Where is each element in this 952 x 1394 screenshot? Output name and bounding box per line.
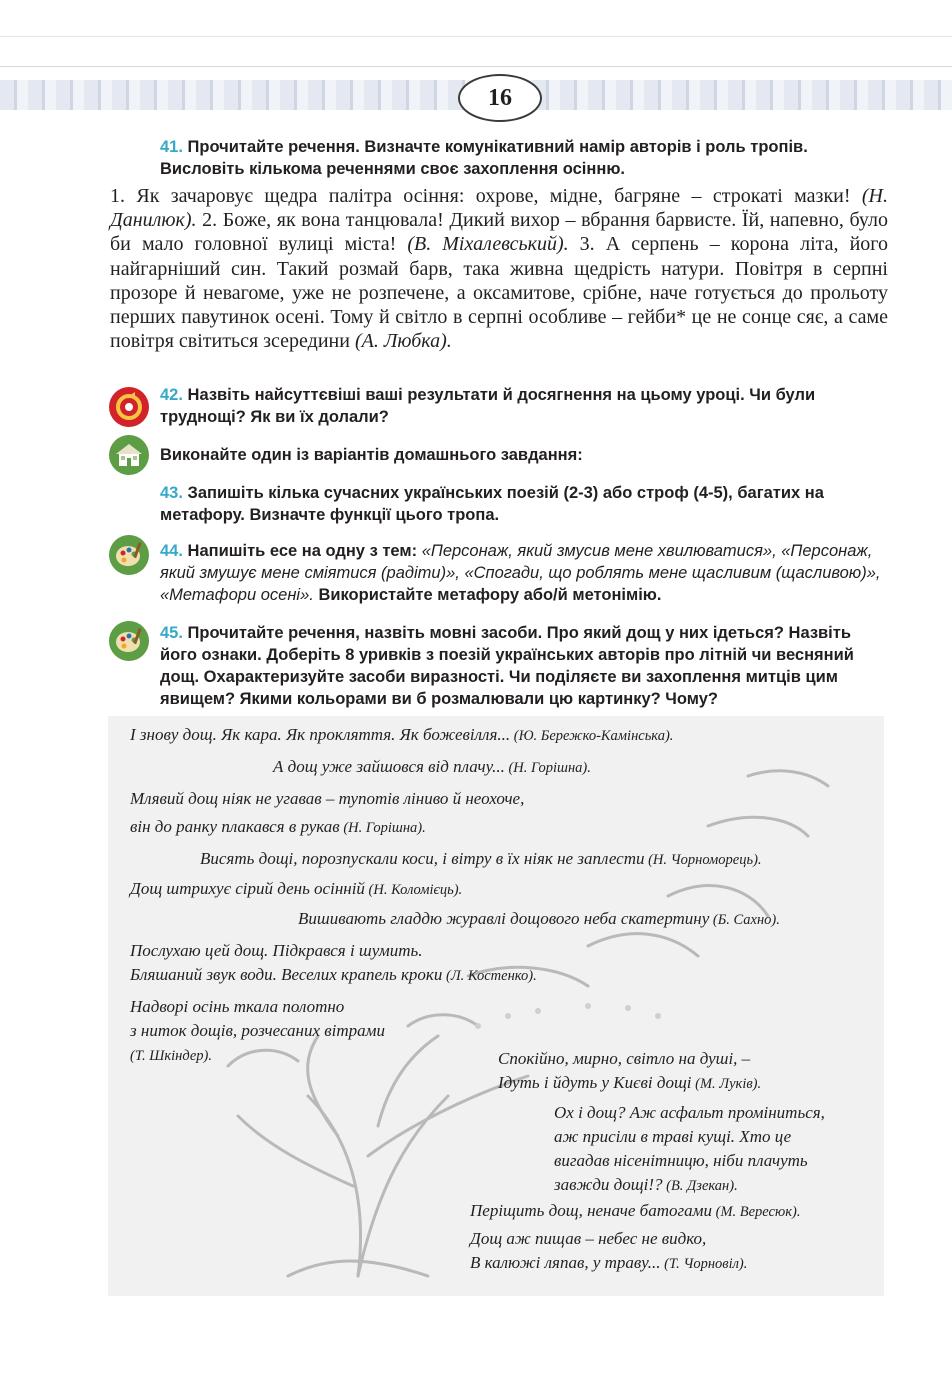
poem-line [498,1048,750,1070]
task-text: Назвіть найсуттєвіші ваші результати й досягнення на цьому уроці. Чи були труднощі? Як ви їх долали? [160,386,816,426]
poem-author: (Л. Костенко). [442,968,537,984]
poem-line [554,1126,791,1148]
poem-line [498,1072,761,1095]
task-42 [160,384,888,428]
task-number: 43. [160,484,183,502]
poem-author: (Н. Чорноморець). [644,852,762,868]
task-tail: Використайте метафору або/й метонімію. [318,586,662,604]
poem-author: (В. Дзекан). [662,1178,738,1194]
poem-author: (Н. Коломієць). [364,882,463,898]
poem-text: Надворі осінь ткала полотно [130,997,345,1016]
poem-text: він до ранку плакався в рукав [130,817,340,836]
poem-text: Висять дощі, порозпускали коси, і вітру в їх ніяк не заплести [200,849,645,868]
task-44 [160,540,888,606]
poem-text: Бляшаний звук води. Веселих крапель кроки [130,965,443,984]
task-topics: «Персонаж, який змусив мене хвилюватися», «Персонаж, який змушує мене сміятися (радіти)», «Спогади, що роблять мене щасливим (щасливою)», «Метафори осені». [160,542,881,604]
homework-heading: Виконайте один із варіантів домашнього завдання: [160,446,583,464]
poem-text: Спокійно, мирно, світло на душі, – [498,1049,751,1068]
poem-line [130,940,423,962]
poem-author: (Б. Сахно). [709,912,780,928]
reflection-icon [108,386,150,428]
top-rule [0,36,952,37]
poem-line [130,1020,385,1042]
palette-icon [108,620,150,662]
task-text: Прочитайте речення, назвіть мовні засоби. Про який дощ у них ідеться? Назвіть його ознаки. Доберіть 8 уривків з поезій українських авторів про літній чи весняний дощ. Охарактеризуйте засоби виразності. Чи поділяєте ви захоплення митців цим явищем? Якими кольорами ви б розмалювали цю картинку? Чому? [160,624,854,708]
task-number: 44. [160,542,183,560]
poem-author: (Т. Шкіндер). [130,1048,213,1064]
poem-line [130,964,537,987]
poem-text: Ідуть і йдуть у Києві дощі [498,1073,692,1092]
poem-text: В калюжі ляпав, у траву... [470,1253,661,1272]
passage [110,184,888,353]
poem-author: (Н. Горішна). [339,820,426,836]
task-43 [160,482,888,526]
poem-author: (М. Вересюк). [711,1204,801,1220]
poem-text: Дощ штрихує сірий день осінній [130,879,365,898]
poem-text: Вишивають гладдю журавлі дощового неба скатертину [298,909,710,928]
poem-author: (Ю. Бережко-Камінська). [510,728,674,744]
passage-sentence-3: 3. А серпень – корона літа, його найгарніший син. Такий розмай барв, така живна щедрість натури. Повітря в серпні прозоре й невагоме, уже не розпечене, а оксамитове, срібне, наче готується до прольоту перших павутинок осені. Тому й світло в серпні особливе – гейби* це не сонце сяє, а саме повітря світиться зсередини [110,233,888,353]
poem-text: завжди дощі!? [554,1175,663,1194]
passage-author-2: (В. Міхалевський). [407,233,569,256]
poem-text: з ниток дощів, розчесаних вітрами [130,1021,386,1040]
poem-line [470,1228,706,1250]
poem-text: Млявий дощ ніяк не угавав – тупотів ліниво й неохоче, [130,789,525,808]
task-number: 41. [160,138,183,156]
poem-text: Дощ аж пищав – небес не видко, [470,1229,707,1248]
header-rule [0,66,952,67]
task-text: Прочитайте речення. Визначте комунікативний намір авторів і роль тропів. Висловіть кількома реченнями своє захоплення осінню. [160,138,808,178]
poem-author: (Т. Чорновіл). [660,1256,748,1272]
poem-line [273,756,591,779]
poems-panel [108,716,884,1296]
poem-line [130,1044,212,1067]
poem-text: І знову дощ. Як кара. Як прокляття. Як божевілля... [130,725,511,744]
page-number: 16 [458,74,542,122]
poem-line [200,848,762,871]
poem-line [130,788,524,810]
house-icon [108,434,150,476]
poem-line [130,878,462,901]
poem-line [130,724,673,747]
poem-text: Періщить дощ, неначе батогами [470,1201,712,1220]
poem-line [470,1200,800,1223]
poem-text: Ох і дощ? Аж асфальт проміниться, [554,1103,825,1122]
poem-text: вигадав нісенітницю, ніби плачуть [554,1151,808,1170]
task-text: Запишіть кілька сучасних українських поезій (2-3) або строф (4-5), багатих на метафору. Визначте функції цього тропа. [160,484,824,524]
poem-line [554,1174,738,1197]
poem-line [130,996,344,1018]
poem-line [554,1102,825,1124]
poem-author: (Н. Горішна). [504,760,591,776]
poem-line [298,908,780,931]
task-number: 45. [160,624,183,642]
poem-line [130,816,426,839]
poem-line [470,1252,747,1275]
palette-icon [108,534,150,576]
poem-line [554,1150,808,1172]
task-45 [160,622,888,710]
poem-text: Послухаю цей дощ. Підкрався і шумить. [130,941,423,960]
passage-sentence-2: 2. Боже, як вона танцювала! Дикий вихор – вбрання барвисте. Їй, напевно, було би мало головної вулиці міста! [110,209,888,256]
passage-author-3: (А. Любка). [354,330,452,353]
poem-text: А дощ уже зайшовся від плачу... [273,757,505,776]
task-number: 42. [160,386,183,404]
poem-author: (М. Луків). [691,1076,762,1092]
poem-text: аж присіли в траві кущі. Хто це [554,1127,792,1146]
task-41 [160,136,888,180]
passage-author-1: (Н. Данилюк). [110,185,888,232]
task-lead: Напишіть есе на одну з тем: [187,542,418,560]
passage-sentence-1: 1. Як зачаровує щедра палітра осіння: охрове, мідне, багряне – строкаті мазки! [110,185,862,207]
